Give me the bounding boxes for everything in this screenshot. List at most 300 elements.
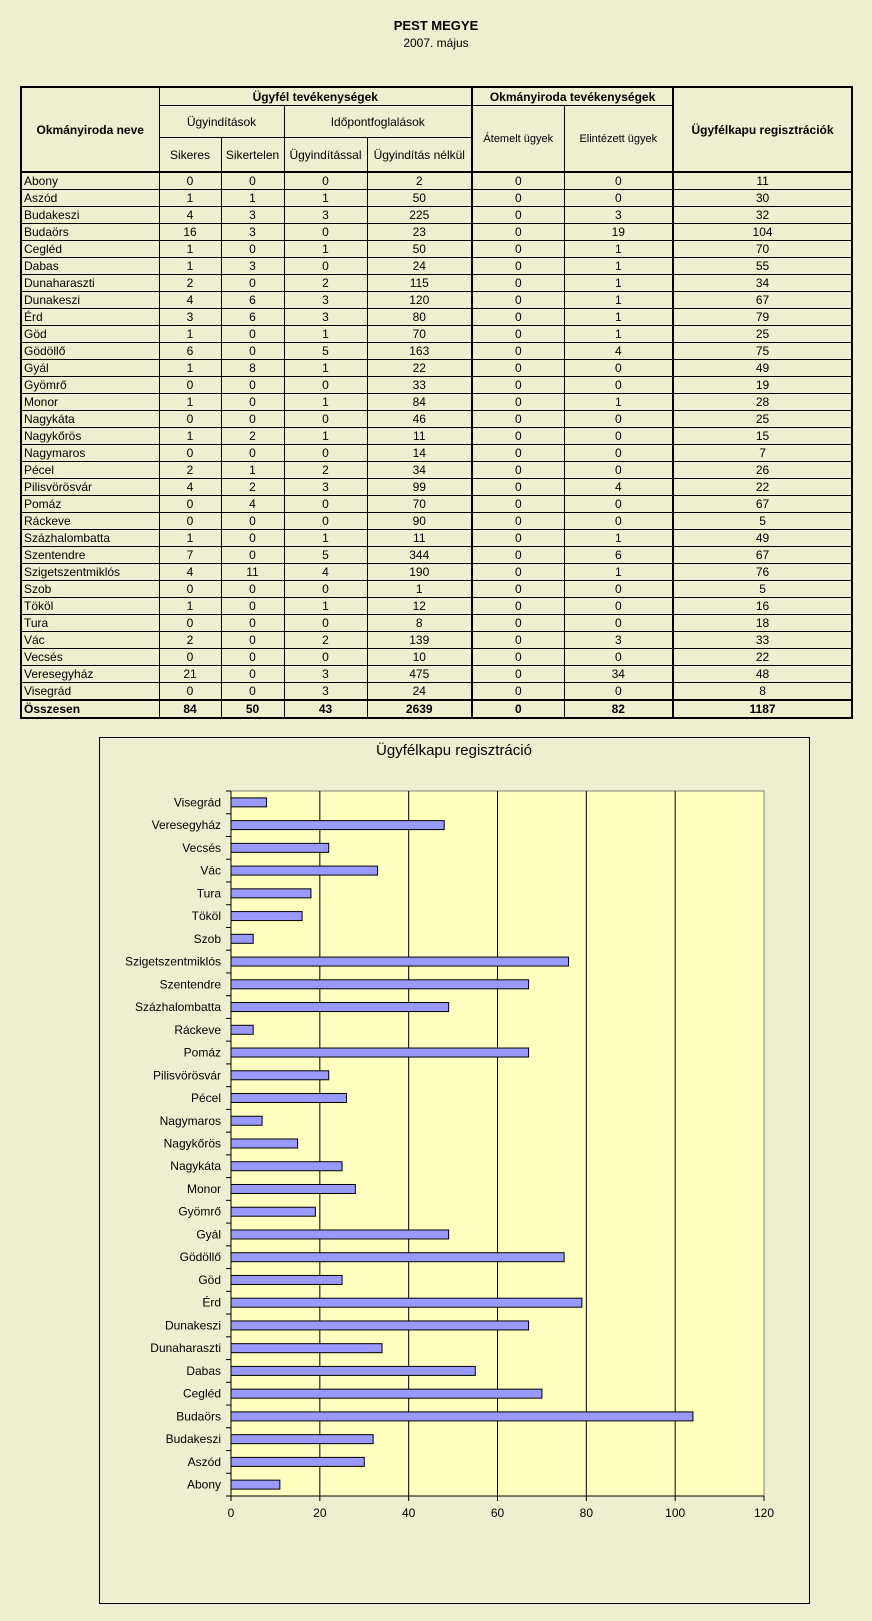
x-tick-label: 60 bbox=[490, 1506, 505, 1520]
total-row bbox=[21, 700, 852, 718]
bar bbox=[231, 1048, 529, 1057]
cell-successful: 1 bbox=[159, 258, 221, 275]
cell-registrations: 30 bbox=[673, 190, 852, 207]
cell-transferred: 0 bbox=[472, 190, 564, 207]
y-category-label: Nagykáta bbox=[170, 1159, 221, 1174]
cell-completed: 0 bbox=[564, 411, 673, 428]
cell-registrations: 34 bbox=[673, 275, 852, 292]
cell-successful: 2 bbox=[159, 632, 221, 649]
y-category-label: Monor bbox=[186, 1181, 221, 1196]
cell-office-name: Pilisvörösvár bbox=[21, 479, 159, 496]
y-category-label: Pomáz bbox=[183, 1045, 221, 1060]
cell-with-initiation: 1 bbox=[284, 326, 367, 343]
cell-transferred: 0 bbox=[472, 496, 564, 513]
cell-office-name: Budakeszi bbox=[21, 207, 159, 224]
cell-successful: 1 bbox=[159, 598, 221, 615]
cell-unsuccessful: 0 bbox=[221, 275, 284, 292]
cell-registrations: 26 bbox=[673, 462, 852, 479]
cell-office-name: Veresegyház bbox=[21, 666, 159, 683]
table-row bbox=[21, 394, 852, 411]
cell-with-initiation: 0 bbox=[284, 411, 367, 428]
cell-successful: 21 bbox=[159, 666, 221, 683]
cell-without-initiation: 34 bbox=[367, 462, 472, 479]
bar bbox=[231, 843, 329, 852]
cell-without-initiation: 23 bbox=[367, 224, 472, 241]
cell-unsuccessful: 0 bbox=[221, 632, 284, 649]
cell-without-initiation: 475 bbox=[367, 666, 472, 683]
x-tick-label: 20 bbox=[313, 1506, 327, 1520]
y-category-label: Pécel bbox=[190, 1091, 221, 1106]
cell-successful: 0 bbox=[159, 581, 221, 598]
cell-registrations: 22 bbox=[673, 649, 852, 666]
table-row bbox=[21, 241, 852, 258]
cell-office-name: Érd bbox=[21, 309, 159, 326]
table-row bbox=[21, 530, 852, 547]
cell-unsuccessful: 0 bbox=[221, 513, 284, 530]
cell-without-initiation: 70 bbox=[367, 496, 472, 513]
cell-unsuccessful: 0 bbox=[221, 241, 284, 258]
bar bbox=[231, 1025, 253, 1034]
cell-completed: 0 bbox=[564, 598, 673, 615]
cell-unsuccessful: 0 bbox=[221, 445, 284, 462]
cell-with-initiation: 3 bbox=[284, 207, 367, 224]
table-body bbox=[21, 172, 852, 718]
cell-with-initiation: 2 bbox=[284, 462, 367, 479]
cell-without-initiation: 12 bbox=[367, 598, 472, 615]
header-unsuccessful: Sikertelen bbox=[221, 138, 284, 173]
cell-transferred: 0 bbox=[472, 462, 564, 479]
cell-with-initiation: 1 bbox=[284, 428, 367, 445]
cell-successful: 4 bbox=[159, 292, 221, 309]
cell-transferred: 0 bbox=[472, 275, 564, 292]
chart-panel bbox=[99, 737, 810, 1604]
cell-registrations: 104 bbox=[673, 224, 852, 241]
cell-with-initiation: 0 bbox=[284, 581, 367, 598]
header-with-initiation: Ügyindítással bbox=[284, 138, 367, 173]
cell-completed: 0 bbox=[564, 445, 673, 462]
cell-office-name: Gyömrő bbox=[21, 377, 159, 394]
table-row bbox=[21, 343, 852, 360]
cell-office-name: Szentendre bbox=[21, 547, 159, 564]
total-office-name: Összesen bbox=[21, 700, 159, 718]
header-transferred: Átemelt ügyek bbox=[472, 106, 564, 173]
cell-office-name: Vecsés bbox=[21, 649, 159, 666]
cell-without-initiation: 99 bbox=[367, 479, 472, 496]
table-row bbox=[21, 445, 852, 462]
bar bbox=[231, 1344, 382, 1353]
bar bbox=[231, 934, 253, 943]
bar-chart bbox=[100, 738, 809, 1603]
bar bbox=[231, 1116, 262, 1125]
y-category-label: Dunakeszi bbox=[164, 1318, 221, 1333]
cell-completed: 4 bbox=[564, 343, 673, 360]
cell-registrations: 67 bbox=[673, 496, 852, 513]
cell-registrations: 5 bbox=[673, 513, 852, 530]
table-row bbox=[21, 683, 852, 701]
cell-transferred: 0 bbox=[472, 377, 564, 394]
cell-with-initiation: 0 bbox=[284, 513, 367, 530]
cell-unsuccessful: 0 bbox=[221, 172, 284, 190]
total-unsuccessful: 50 bbox=[221, 700, 284, 718]
cell-office-name: Szob bbox=[21, 581, 159, 598]
cell-transferred: 0 bbox=[472, 241, 564, 258]
cell-office-name: Szigetszentmiklós bbox=[21, 564, 159, 581]
cell-successful: 6 bbox=[159, 343, 221, 360]
header-registrations: Ügyfélkapu regisztrációk bbox=[673, 87, 852, 172]
cell-office-name: Gödöllő bbox=[21, 343, 159, 360]
header-initiations: Ügyindítások bbox=[159, 106, 284, 138]
cell-office-name: Pécel bbox=[21, 462, 159, 479]
cell-unsuccessful: 0 bbox=[221, 666, 284, 683]
cell-transferred: 0 bbox=[472, 530, 564, 547]
y-category-label: Cegléd bbox=[182, 1386, 221, 1401]
cell-successful: 0 bbox=[159, 683, 221, 701]
y-category-label: Vecsés bbox=[182, 840, 221, 855]
cell-without-initiation: 50 bbox=[367, 190, 472, 207]
cell-completed: 0 bbox=[564, 581, 673, 598]
y-category-label: Érd bbox=[202, 1295, 221, 1310]
cell-transferred: 0 bbox=[472, 683, 564, 701]
cell-registrations: 8 bbox=[673, 683, 852, 701]
cell-completed: 1 bbox=[564, 564, 673, 581]
bar bbox=[231, 798, 267, 807]
cell-unsuccessful: 0 bbox=[221, 530, 284, 547]
cell-transferred: 0 bbox=[472, 360, 564, 377]
chart-title: Ügyfélkapu regisztráció bbox=[376, 742, 532, 759]
cell-completed: 1 bbox=[564, 258, 673, 275]
bar bbox=[231, 1184, 355, 1193]
cell-transferred: 0 bbox=[472, 428, 564, 445]
table-row bbox=[21, 172, 852, 190]
cell-completed: 1 bbox=[564, 530, 673, 547]
cell-registrations: 67 bbox=[673, 292, 852, 309]
cell-registrations: 48 bbox=[673, 666, 852, 683]
cell-office-name: Dunakeszi bbox=[21, 292, 159, 309]
table-row bbox=[21, 326, 852, 343]
cell-office-name: Tököl bbox=[21, 598, 159, 615]
table-row bbox=[21, 581, 852, 598]
bar bbox=[231, 866, 378, 875]
y-category-label: Szentendre bbox=[159, 977, 221, 992]
cell-with-initiation: 3 bbox=[284, 479, 367, 496]
cell-with-initiation: 0 bbox=[284, 615, 367, 632]
cell-with-initiation: 1 bbox=[284, 530, 367, 547]
cell-unsuccessful: 4 bbox=[221, 496, 284, 513]
y-category-label: Szigetszentmiklós bbox=[124, 954, 221, 969]
x-tick-label: 80 bbox=[579, 1506, 594, 1520]
cell-completed: 1 bbox=[564, 292, 673, 309]
bar bbox=[231, 980, 529, 989]
cell-registrations: 33 bbox=[673, 632, 852, 649]
cell-with-initiation: 2 bbox=[284, 275, 367, 292]
cell-successful: 7 bbox=[159, 547, 221, 564]
cell-office-name: Nagymaros bbox=[21, 445, 159, 462]
cell-successful: 1 bbox=[159, 428, 221, 445]
cell-registrations: 22 bbox=[673, 479, 852, 496]
cell-successful: 0 bbox=[159, 445, 221, 462]
cell-with-initiation: 1 bbox=[284, 190, 367, 207]
cell-unsuccessful: 0 bbox=[221, 326, 284, 343]
cell-completed: 0 bbox=[564, 360, 673, 377]
cell-successful: 1 bbox=[159, 360, 221, 377]
table-row bbox=[21, 666, 852, 683]
cell-unsuccessful: 0 bbox=[221, 649, 284, 666]
statistics-table bbox=[20, 86, 853, 719]
cell-registrations: 18 bbox=[673, 615, 852, 632]
y-category-label: Gyömrő bbox=[178, 1204, 221, 1219]
table-row bbox=[21, 207, 852, 224]
cell-with-initiation: 5 bbox=[284, 343, 367, 360]
cell-office-name: Tura bbox=[21, 615, 159, 632]
total-transferred: 0 bbox=[472, 700, 564, 718]
header-without-initiation: Ügyindítás nélkül bbox=[367, 138, 472, 173]
cell-unsuccessful: 3 bbox=[221, 207, 284, 224]
table-row bbox=[21, 309, 852, 326]
cell-office-name: Visegrád bbox=[21, 683, 159, 701]
cell-without-initiation: 11 bbox=[367, 428, 472, 445]
y-category-label: Nagymaros bbox=[159, 1113, 221, 1128]
cell-transferred: 0 bbox=[472, 207, 564, 224]
cell-registrations: 67 bbox=[673, 547, 852, 564]
bar bbox=[231, 1389, 542, 1398]
cell-unsuccessful: 8 bbox=[221, 360, 284, 377]
cell-completed: 0 bbox=[564, 428, 673, 445]
y-category-label: Tura bbox=[196, 886, 221, 901]
y-category-label: Dabas bbox=[186, 1363, 221, 1378]
bar bbox=[231, 957, 569, 966]
cell-transferred: 0 bbox=[472, 479, 564, 496]
cell-transferred: 0 bbox=[472, 615, 564, 632]
cell-registrations: 25 bbox=[673, 411, 852, 428]
x-tick-label: 100 bbox=[665, 1506, 686, 1520]
cell-transferred: 0 bbox=[472, 411, 564, 428]
cell-transferred: 0 bbox=[472, 547, 564, 564]
bar bbox=[231, 1321, 529, 1330]
cell-completed: 1 bbox=[564, 275, 673, 292]
total-with-initiation: 43 bbox=[284, 700, 367, 718]
cell-successful: 0 bbox=[159, 496, 221, 513]
cell-office-name: Abony bbox=[21, 172, 159, 190]
header-office-activities: Okmányiroda tevékenységek bbox=[472, 87, 673, 106]
cell-successful: 1 bbox=[159, 190, 221, 207]
cell-transferred: 0 bbox=[472, 598, 564, 615]
table-row bbox=[21, 479, 852, 496]
bar bbox=[231, 1207, 315, 1216]
header-office-name: Okmányiroda neve bbox=[21, 87, 159, 172]
header-client-activities: Ügyfél tevékenységek bbox=[159, 87, 472, 106]
cell-registrations: 28 bbox=[673, 394, 852, 411]
header-successful: Sikeres bbox=[159, 138, 221, 173]
cell-without-initiation: 84 bbox=[367, 394, 472, 411]
cell-without-initiation: 8 bbox=[367, 615, 472, 632]
cell-office-name: Dabas bbox=[21, 258, 159, 275]
cell-transferred: 0 bbox=[472, 632, 564, 649]
cell-office-name: Százhalombatta bbox=[21, 530, 159, 547]
total-successful: 84 bbox=[159, 700, 221, 718]
cell-transferred: 0 bbox=[472, 666, 564, 683]
cell-with-initiation: 1 bbox=[284, 394, 367, 411]
cell-unsuccessful: 0 bbox=[221, 394, 284, 411]
page-title: PEST MEGYE bbox=[393, 18, 479, 33]
cell-with-initiation: 1 bbox=[284, 360, 367, 377]
cell-successful: 0 bbox=[159, 513, 221, 530]
cell-registrations: 5 bbox=[673, 581, 852, 598]
table-row bbox=[21, 462, 852, 479]
cell-unsuccessful: 0 bbox=[221, 683, 284, 701]
cell-office-name: Ráckeve bbox=[21, 513, 159, 530]
cell-registrations: 55 bbox=[673, 258, 852, 275]
cell-with-initiation: 3 bbox=[284, 683, 367, 701]
cell-successful: 0 bbox=[159, 411, 221, 428]
cell-unsuccessful: 0 bbox=[221, 377, 284, 394]
bar bbox=[231, 1457, 364, 1466]
cell-with-initiation: 3 bbox=[284, 666, 367, 683]
bar bbox=[231, 912, 302, 921]
cell-with-initiation: 0 bbox=[284, 445, 367, 462]
page-subtitle: 2007. május bbox=[403, 36, 469, 50]
cell-with-initiation: 0 bbox=[284, 649, 367, 666]
y-category-label: Ráckeve bbox=[174, 1022, 221, 1037]
cell-completed: 0 bbox=[564, 377, 673, 394]
cell-successful: 1 bbox=[159, 530, 221, 547]
header-appointments: Időpontfoglalások bbox=[284, 106, 472, 138]
x-tick-label: 0 bbox=[227, 1506, 235, 1520]
table-row bbox=[21, 360, 852, 377]
cell-office-name: Cegléd bbox=[21, 241, 159, 258]
cell-transferred: 0 bbox=[472, 513, 564, 530]
x-tick-label: 120 bbox=[753, 1506, 775, 1520]
cell-unsuccessful: 0 bbox=[221, 411, 284, 428]
y-category-label: Aszód bbox=[187, 1454, 221, 1469]
cell-completed: 34 bbox=[564, 666, 673, 683]
cell-registrations: 15 bbox=[673, 428, 852, 445]
y-category-label: Budakeszi bbox=[165, 1432, 221, 1447]
bar bbox=[231, 1139, 298, 1148]
cell-without-initiation: 80 bbox=[367, 309, 472, 326]
cell-completed: 6 bbox=[564, 547, 673, 564]
cell-successful: 0 bbox=[159, 172, 221, 190]
cell-with-initiation: 1 bbox=[284, 598, 367, 615]
y-category-label: Szob bbox=[193, 931, 221, 946]
table-row bbox=[21, 632, 852, 649]
cell-without-initiation: 24 bbox=[367, 258, 472, 275]
y-category-label: Pilisvörösvár bbox=[152, 1068, 221, 1083]
bar bbox=[231, 821, 444, 830]
bar bbox=[231, 1275, 342, 1284]
cell-completed: 0 bbox=[564, 513, 673, 530]
x-tick-label: 40 bbox=[401, 1506, 416, 1520]
table-row bbox=[21, 496, 852, 513]
cell-without-initiation: 1 bbox=[367, 581, 472, 598]
bar bbox=[231, 1003, 449, 1012]
cell-without-initiation: 2 bbox=[367, 172, 472, 190]
bar bbox=[231, 1162, 342, 1171]
cell-unsuccessful: 6 bbox=[221, 309, 284, 326]
cell-transferred: 0 bbox=[472, 343, 564, 360]
cell-registrations: 7 bbox=[673, 445, 852, 462]
table-row bbox=[21, 547, 852, 564]
cell-unsuccessful: 0 bbox=[221, 581, 284, 598]
cell-office-name: Nagykőrös bbox=[21, 428, 159, 445]
bar bbox=[231, 1094, 346, 1103]
cell-without-initiation: 90 bbox=[367, 513, 472, 530]
cell-with-initiation: 0 bbox=[284, 496, 367, 513]
y-category-label: Veresegyház bbox=[151, 818, 221, 833]
cell-completed: 19 bbox=[564, 224, 673, 241]
cell-completed: 0 bbox=[564, 683, 673, 701]
y-category-label: Gödöllő bbox=[179, 1250, 221, 1265]
cell-without-initiation: 10 bbox=[367, 649, 472, 666]
cell-successful: 16 bbox=[159, 224, 221, 241]
y-category-label: Budaörs bbox=[176, 1409, 221, 1424]
cell-successful: 0 bbox=[159, 649, 221, 666]
cell-without-initiation: 70 bbox=[367, 326, 472, 343]
cell-registrations: 70 bbox=[673, 241, 852, 258]
table-row bbox=[21, 564, 852, 581]
cell-without-initiation: 50 bbox=[367, 241, 472, 258]
cell-registrations: 11 bbox=[673, 172, 852, 190]
cell-transferred: 0 bbox=[472, 564, 564, 581]
cell-successful: 0 bbox=[159, 377, 221, 394]
bar bbox=[231, 889, 311, 898]
cell-unsuccessful: 1 bbox=[221, 462, 284, 479]
table-row bbox=[21, 275, 852, 292]
y-category-label: Százhalombatta bbox=[134, 1000, 221, 1015]
cell-registrations: 49 bbox=[673, 530, 852, 547]
table-row bbox=[21, 428, 852, 445]
table-row bbox=[21, 292, 852, 309]
cell-with-initiation: 4 bbox=[284, 564, 367, 581]
cell-completed: 1 bbox=[564, 394, 673, 411]
y-category-label: Tököl bbox=[191, 909, 221, 924]
cell-with-initiation: 0 bbox=[284, 258, 367, 275]
table-row bbox=[21, 224, 852, 241]
cell-unsuccessful: 2 bbox=[221, 479, 284, 496]
cell-completed: 0 bbox=[564, 172, 673, 190]
cell-registrations: 76 bbox=[673, 564, 852, 581]
table-row bbox=[21, 258, 852, 275]
cell-unsuccessful: 1 bbox=[221, 190, 284, 207]
cell-office-name: Gyál bbox=[21, 360, 159, 377]
cell-transferred: 0 bbox=[472, 394, 564, 411]
cell-without-initiation: 344 bbox=[367, 547, 472, 564]
bar bbox=[231, 1071, 329, 1080]
cell-completed: 3 bbox=[564, 207, 673, 224]
cell-unsuccessful: 6 bbox=[221, 292, 284, 309]
cell-without-initiation: 33 bbox=[367, 377, 472, 394]
cell-unsuccessful: 3 bbox=[221, 224, 284, 241]
table-row bbox=[21, 513, 852, 530]
cell-successful: 1 bbox=[159, 394, 221, 411]
bar bbox=[231, 1298, 582, 1307]
cell-without-initiation: 120 bbox=[367, 292, 472, 309]
cell-office-name: Nagykáta bbox=[21, 411, 159, 428]
cell-office-name: Monor bbox=[21, 394, 159, 411]
cell-office-name: Pomáz bbox=[21, 496, 159, 513]
table-row bbox=[21, 190, 852, 207]
total-completed: 82 bbox=[564, 700, 673, 718]
cell-office-name: Budaörs bbox=[21, 224, 159, 241]
cell-office-name: Dunaharaszti bbox=[21, 275, 159, 292]
cell-transferred: 0 bbox=[472, 292, 564, 309]
cell-unsuccessful: 11 bbox=[221, 564, 284, 581]
cell-unsuccessful: 3 bbox=[221, 258, 284, 275]
cell-registrations: 75 bbox=[673, 343, 852, 360]
cell-unsuccessful: 0 bbox=[221, 547, 284, 564]
cell-completed: 1 bbox=[564, 241, 673, 258]
cell-completed: 0 bbox=[564, 462, 673, 479]
cell-unsuccessful: 0 bbox=[221, 598, 284, 615]
